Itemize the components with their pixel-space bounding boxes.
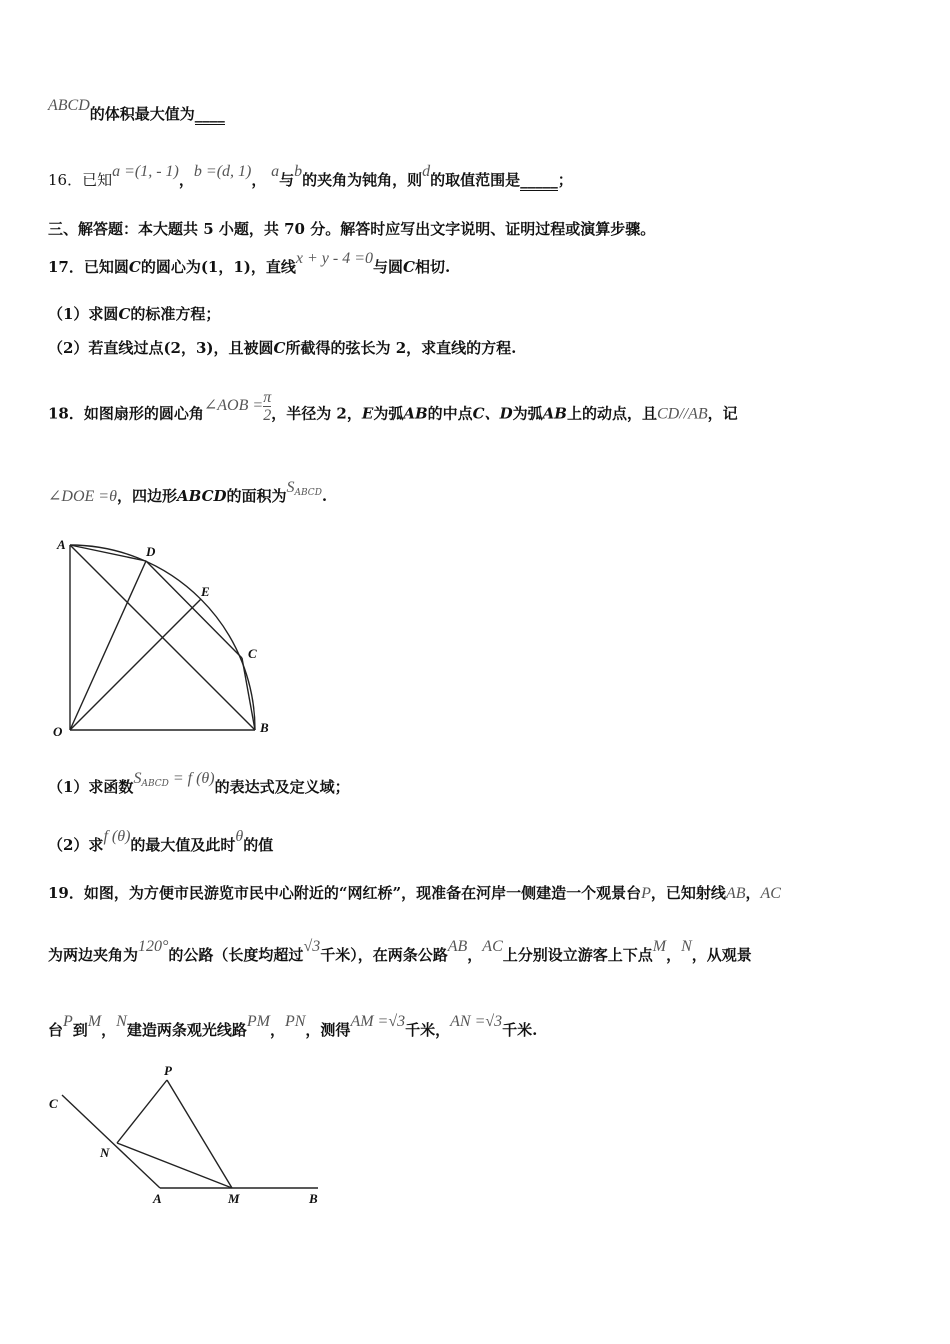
bridge-figure bbox=[40, 1060, 340, 1210]
abcd-math: ABCD bbox=[48, 97, 90, 114]
label-c: C bbox=[248, 646, 257, 661]
segment-od bbox=[70, 561, 146, 730]
segment-np bbox=[117, 1080, 167, 1143]
ray-ac bbox=[62, 1095, 160, 1188]
question-19: 19．如图，为方便市民游览市民中心附近的“网红桥”，现准备在河岸一侧建造一个观景台P，已知射线AB，AC bbox=[48, 884, 781, 902]
label-a: A bbox=[57, 537, 66, 552]
segment-oe bbox=[70, 599, 201, 730]
sector-figure bbox=[40, 530, 280, 745]
question-17: 17．已知圆C的圆心为(1，1)，直线x + y - 4 =0与圆C相切. bbox=[48, 250, 451, 276]
label-m: M bbox=[228, 1191, 240, 1206]
section-heading: 三、解答题：本大题共 5 小题，共 70 分。解答时应写出文字说明、证明过程或演算步骤。 bbox=[48, 220, 656, 238]
question-19-line-2: 为两边夹角为120°的公路（长度均超过√3千米），在两条公路AB，AC上分别设立游客上下点M，N，从观景 bbox=[48, 938, 752, 964]
question-16: 16．已知a =(1, - 1)，b =(d, 1)， a与b的夹角为钝角，则d的取值范围是_____； bbox=[48, 163, 573, 189]
label-a: A bbox=[153, 1191, 162, 1206]
label-o: O bbox=[53, 724, 63, 739]
label-d: D bbox=[146, 544, 156, 559]
question-19-line-3: 台P到M，N建造两条观光线路PM，PN，测得AM =√3千米，AN =√3千米. bbox=[48, 1013, 538, 1039]
label-b: B bbox=[309, 1191, 318, 1206]
segment-nm bbox=[117, 1143, 232, 1188]
question-18-part-1: （1）求函数$S^{ABCD} = f$ (θ)的表达式及定义域； bbox=[48, 770, 350, 796]
segment-ad bbox=[70, 545, 146, 561]
segment-pm bbox=[167, 1080, 232, 1188]
label-e: E bbox=[201, 584, 210, 599]
question-18: 18．如图扇形的圆心角∠AOB = $\frac{\pi}{2}$ ，半径为 2，E为弧AB的中点C、D为弧AB上的动点，且CD//AB，记 bbox=[48, 389, 738, 424]
label-c: C bbox=[49, 1096, 58, 1111]
answer-blank: ____ bbox=[194, 105, 225, 123]
question-18-line-2: ∠DOE =θ，四边形ABCD的面积为$S^{ABCD}$. bbox=[48, 479, 328, 505]
label-n: N bbox=[100, 1145, 110, 1160]
prev-question-tail: ABCD的体积最大值为____ bbox=[48, 97, 225, 123]
question-18-part-2: （2）求f (θ)的最大值及此时θ的值 bbox=[48, 828, 274, 854]
label-p: P bbox=[164, 1063, 172, 1078]
segment-dc bbox=[146, 561, 242, 658]
question-17-part-2: （2）若直线过点(2，3)，且被圆C所截得的弦长为 2，求直线的方程. bbox=[48, 339, 517, 357]
label-b: B bbox=[260, 720, 269, 735]
answer-blank: _____ bbox=[520, 171, 558, 189]
pi-over-2-fraction: $\frac{\pi}{2}$ bbox=[263, 389, 272, 424]
question-17-part-1: （1）求圆C的标准方程； bbox=[48, 305, 221, 323]
